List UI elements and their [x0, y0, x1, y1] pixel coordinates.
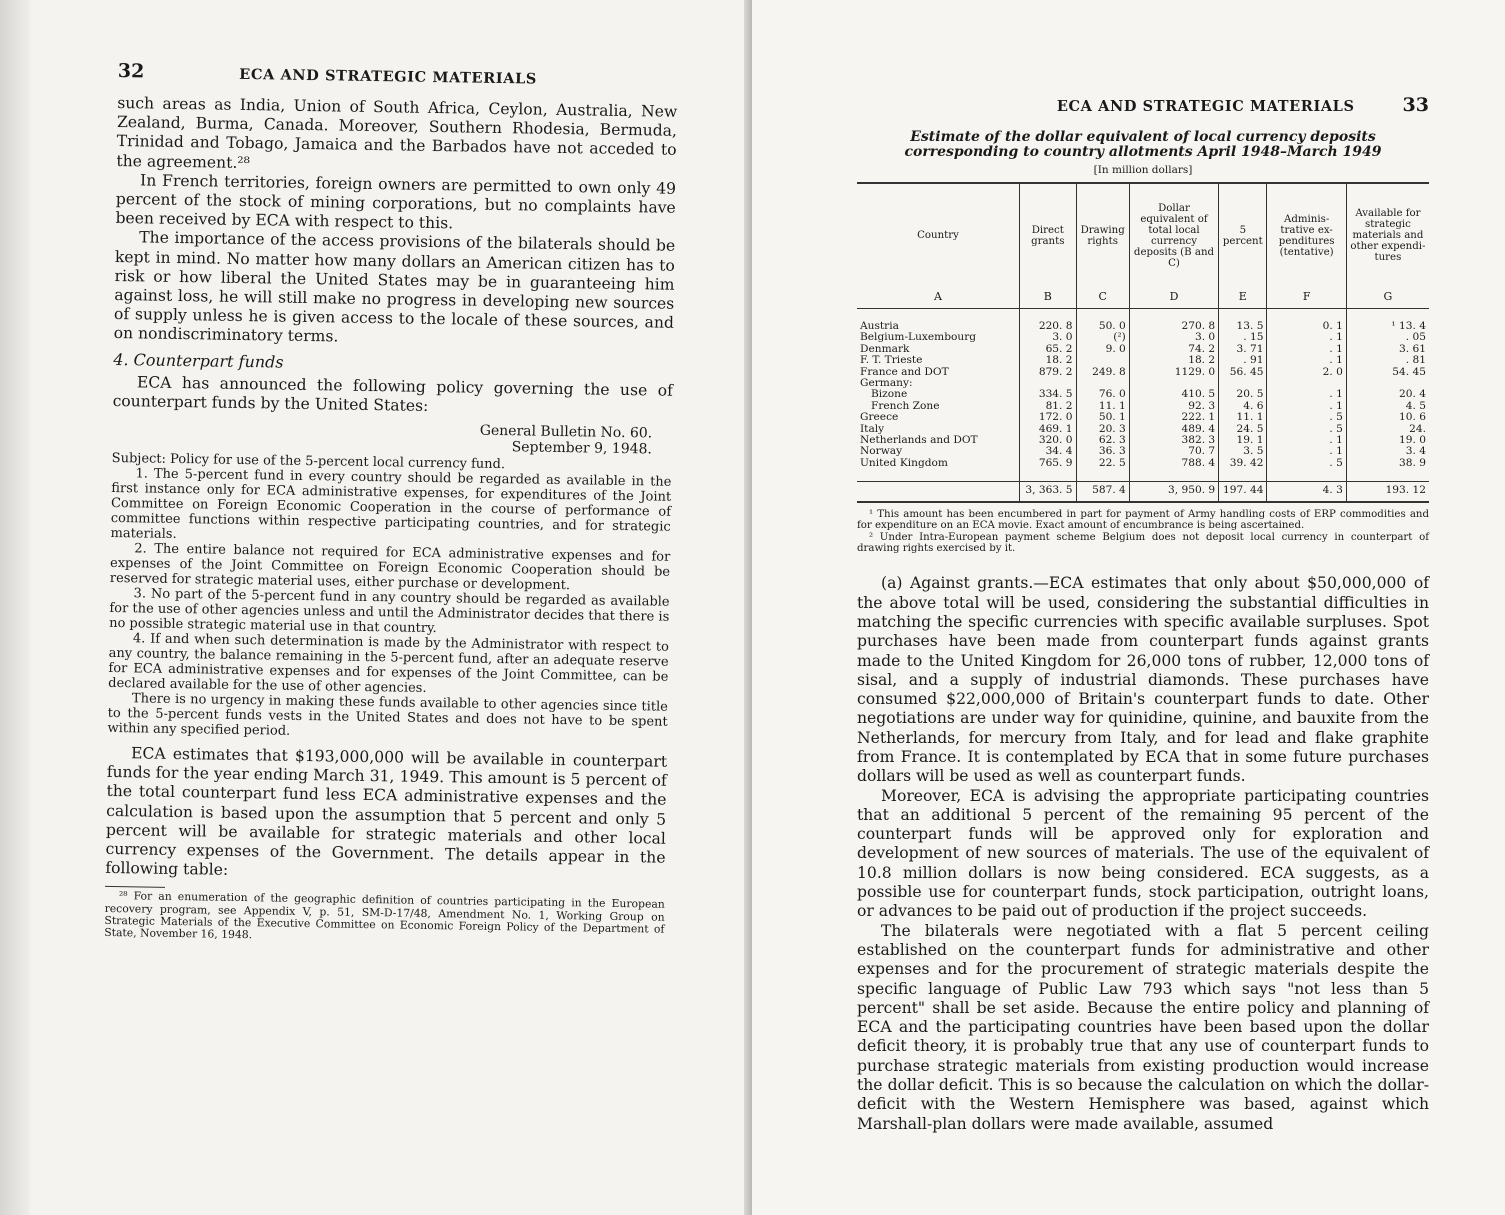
- value-cell: 3. 5: [1219, 446, 1267, 457]
- total-cell: 587. 4: [1076, 482, 1129, 502]
- policy-item: 4. If and when such determination is made by the Administrator with respect to any country, the balance remaining in the 5-percent fund, after an adequate reserve for ECA administrative expenses and for expenses of the Joint Committee, can be declared available for the use of other agencies.: [108, 631, 669, 696]
- right-body-text: [857, 574, 1429, 1134]
- value-cell: 19. 0: [1346, 435, 1429, 446]
- paragraph: ECA estimates that $193,000,000 will be available in counterpart funds for the year ending March 31, 1949. This amount is 5 percent of the total counterpart fund less ECA administrative expenses and the calculation is based upon the assumption that 5 percent and only 5 percent will be available for strategic materials and other local currency expenses of the Government. The details appear in the following table:: [105, 744, 668, 880]
- value-cell: 320. 0: [1020, 435, 1077, 446]
- left-page: [0, 0, 752, 1215]
- right-page-number: 33: [1402, 94, 1429, 116]
- value-cell: 18. 2: [1020, 355, 1077, 366]
- country-cell: Italy: [860, 422, 885, 435]
- country-cell: Belgium-Luxembourg: [860, 331, 977, 344]
- value-cell: 22. 5: [1076, 458, 1129, 469]
- value-cell: 334. 5: [1020, 389, 1077, 400]
- value-cell: . 1: [1267, 344, 1346, 355]
- value-cell: . 1: [1267, 446, 1346, 457]
- policy-item: 1. The 5-percent fund in every country should be regarded as available in the first instance only for ECA administrative expenses, for expenditures of the Joint Committee on Foreign Economic Cooperation in the course of performance of committee functions within respective participating countries, and for strategic materials.: [110, 466, 672, 543]
- value-cell: . 5: [1267, 458, 1346, 469]
- total-cell: 197. 44: [1219, 482, 1267, 502]
- paragraph: The importance of the access provisions of the bilaterals should be kept in mind. No matter how many dollars an American citizen has to risk or how liberal the United States may be in guaranteeing him against loss, he will still make no progress in developing new sources of supply unless he is given access to the locale of these sources, and on nondiscriminatory terms.: [113, 228, 676, 346]
- value-cell: 50. 1: [1076, 412, 1129, 423]
- table-row: [857, 355, 1429, 366]
- total-cell: 3, 950. 9: [1129, 482, 1218, 502]
- value-cell: . 1: [1267, 435, 1346, 446]
- table-row: [857, 378, 1429, 389]
- value-cell: 11. 1: [1076, 401, 1129, 412]
- table-row: [857, 435, 1429, 446]
- value-cell: 24. 5: [1219, 424, 1267, 435]
- value-cell: 382. 3: [1129, 435, 1218, 446]
- value-cell: . 1: [1267, 389, 1346, 400]
- value-cell: 10. 6: [1346, 412, 1429, 423]
- table-row: [857, 332, 1429, 343]
- country-cell: French Zone: [871, 399, 940, 412]
- left-page-header: [118, 60, 678, 91]
- footnote: ²⁸ For an enumeration of the geographic definition of countries participating in the European recovery program, see Appendix V, p. 51, SM-D-17/48, Amendment No. 1, Working Group on Strategic Materials of the Executive Committee on Economic Foreign Policy of the Department of State, November 16, 1948.: [104, 889, 665, 942]
- value-cell: 0. 1: [1267, 321, 1346, 332]
- value-cell: 9. 0: [1076, 344, 1129, 355]
- value-cell: . 1: [1267, 355, 1346, 366]
- bulletin-number: General Bulletin No. 60.: [479, 422, 653, 442]
- table-row: [857, 389, 1429, 400]
- right-page-header: [857, 94, 1429, 116]
- value-cell: 172. 0: [1020, 412, 1077, 423]
- value-cell: 74. 2: [1129, 344, 1218, 355]
- value-cell: 410. 5: [1129, 389, 1218, 400]
- country-cell: France and DOT: [860, 365, 949, 378]
- policy-item: There is no urgency in making these funds available to other agencies since title to the 5-percent funds vests in the United States and does not have to be spent within any specified period.: [107, 691, 669, 739]
- value-cell: 1129. 0: [1129, 367, 1218, 378]
- value-cell: 62. 3: [1076, 435, 1129, 446]
- totals-row: [857, 482, 1429, 502]
- right-running-head: ECA AND STRATEGIC MATERIALS: [1056, 98, 1355, 115]
- table-footnote: ¹ This amount has been encumbered in part for payment of Army handling costs of ERP commodities and for expenditure on an ECA movie. Exact amount of encumbrance is being ascertained.: [857, 508, 1429, 532]
- value-cell: 3. 0: [1020, 332, 1077, 343]
- value-cell: 19. 1: [1219, 435, 1267, 446]
- value-cell: 788. 4: [1129, 458, 1218, 469]
- value-cell: 879. 2: [1020, 367, 1077, 378]
- table-body: [857, 309, 1429, 502]
- value-cell: (²): [1076, 332, 1129, 343]
- table-row: [857, 344, 1429, 355]
- paragraph: In French territories, foreign owners are permitted to own only 49 percent of the stock of mining corporations, but no complaints have been received by ECA with respect to this.: [115, 171, 677, 233]
- value-cell: 3. 71: [1219, 344, 1267, 355]
- value-cell: 56. 45: [1219, 367, 1267, 378]
- col-letter: A: [934, 290, 942, 303]
- value-cell: 34. 4: [1020, 446, 1077, 457]
- value-cell: 2. 0: [1267, 367, 1346, 378]
- value-cell: 39. 42: [1219, 458, 1267, 469]
- value-cell: 11. 1: [1219, 412, 1267, 423]
- paragraph: (a) Against grants.—ECA estimates that only about $50,000,000 of the above total will be used, considering the substantial difficulties in matching the specific currencies with specific available surpluses. Spot purchases have been made from counterpart funds against grants made to the United Kingdom for 26,000 tons of rubber, 12,000 tons of sisal, and a supply of industrial diamonds. These purchases have consumed $22,000,000 of Britain's counterpart funds to date. Other negotiations are under way for quinidine, quinine, and bauxite from the Netherlands, for mercury from Italy, and for lead and flake graphite from France. It is contemplated by ECA that in some future purchases dollars will be used as well as counterpart funds.: [857, 574, 1429, 786]
- left-page-text: [104, 60, 678, 948]
- policy-item: 2. The entire balance not required for ECA administrative expenses and for expenses of the Joint Committee on Foreign Economic Cooperation should be reserved for strategic material uses, either purchase or development.: [109, 541, 671, 594]
- value-cell: . 91: [1219, 355, 1267, 366]
- value-cell: 20. 4: [1346, 389, 1429, 400]
- value-cell: 38. 9: [1346, 458, 1429, 469]
- table-unit: [In million dollars]: [1093, 164, 1193, 176]
- country-cell: Austria: [860, 320, 899, 332]
- value-cell: 4. 6: [1219, 401, 1267, 412]
- col-header: Available for strategic materials and other expendi-tures: [1346, 183, 1429, 287]
- value-cell: 13. 5: [1219, 321, 1267, 332]
- table-row: [857, 412, 1429, 423]
- table-row: [857, 367, 1429, 378]
- value-cell: 50. 0: [1076, 321, 1129, 332]
- value-cell: 270. 8: [1129, 321, 1218, 332]
- value-cell: 489. 4: [1129, 424, 1218, 435]
- total-cell: 193. 12: [1346, 482, 1429, 502]
- value-cell: 20. 5: [1219, 389, 1267, 400]
- value-cell: 76. 0: [1076, 389, 1129, 400]
- value-cell: 81. 2: [1020, 401, 1077, 412]
- value-cell: 249. 8: [1076, 367, 1129, 378]
- paragraph: The bilaterals were negotiated with a flat 5 percent ceiling established on the counterpart funds for administrative and other expenses and for the procurement of strategic materials despite the specific language of Public Law 793 which says "not less than 5 percent" shall be set aside. Because the entire policy and planning of ECA and the participating countries have been based upon the dollar deficit theory, it is probably true that any use of counterpart funds to purchase strategic materials from existing production would increase the dollar deficit. This is so because the calculation on which the dollar-deficit with the Western Hemisphere was based, against which Marshall-plan dollars were made available, assumed: [857, 921, 1429, 1133]
- value-cell: ¹ 13. 4: [1346, 321, 1429, 332]
- col-header: 5 percent: [1219, 183, 1267, 287]
- table-footnote: ² Under Intra-European payment scheme Belgium does not deposit local currency in counterpart of drawing rights exercised by it.: [857, 531, 1429, 554]
- value-cell: 70. 7: [1129, 446, 1218, 457]
- bulletin-subject: Subject: Policy for use of the 5-percent local currency fund.: [111, 450, 506, 473]
- value-cell: 36. 3: [1076, 446, 1129, 457]
- value-cell: . 05: [1346, 332, 1429, 343]
- allotment-table: [857, 182, 1429, 503]
- country-cell: Norway: [860, 445, 903, 458]
- page-edge: [0, 0, 30, 1215]
- table-row: [857, 401, 1429, 412]
- value-cell: 54. 45: [1346, 367, 1429, 378]
- value-cell: 24.: [1346, 424, 1429, 435]
- country-cell: Denmark: [860, 342, 910, 355]
- country-cell: F. T. Trieste: [860, 354, 923, 367]
- col-header: Adminis-trative ex-penditures (tentative): [1267, 183, 1346, 287]
- country-cell: Bizone: [871, 388, 908, 401]
- value-cell: 220. 8: [1020, 321, 1077, 332]
- value-cell: 3. 4: [1346, 446, 1429, 457]
- value-cell: . 15: [1219, 332, 1267, 343]
- paragraph: such areas as India, Union of South Africa, Ceylon, Australia, New Zealand, Burma, Canada. Moreover, Southern Rhodesia, Bermuda, Trinidad and Tobago, Jamaica and the Barbados have not acceded to the agreement.²⁸: [116, 93, 678, 172]
- total-cell: 4. 3: [1267, 482, 1346, 502]
- col-header: Drawing rights: [1076, 183, 1129, 287]
- policy-item: 3. No part of the 5-percent fund in any country should be regarded as available for the use of other agencies unless and until the Administrator decides that there is no possible strategic material use in that country.: [109, 586, 670, 637]
- value-cell: . 5: [1267, 424, 1346, 435]
- value-cell: . 1: [1267, 332, 1346, 343]
- col-letter: B: [1020, 287, 1077, 309]
- value-cell: 222. 1: [1129, 412, 1218, 423]
- total-cell: 3, 363. 5: [1020, 482, 1077, 502]
- col-letter: D: [1129, 287, 1218, 309]
- value-cell: 4. 5: [1346, 401, 1429, 412]
- paragraph: ECA has announced the following policy governing the use of counterpart funds by the United States:: [112, 372, 674, 415]
- table-caption: Estimate of the dollar equivalent of local currency deposits corresponding to country allotments April 1948–March 1949: [904, 129, 1382, 160]
- left-page-number: 32: [117, 60, 145, 83]
- col-header: Dollar equivalent of total local currency deposits (B and C): [1129, 183, 1218, 287]
- right-page-text: [857, 94, 1429, 1134]
- bulletin-date: September 9, 1948.: [511, 439, 653, 458]
- col-letter: C: [1076, 287, 1129, 309]
- value-cell: . 5: [1267, 412, 1346, 423]
- value-cell: 3. 61: [1346, 344, 1429, 355]
- paragraph: Moreover, ECA is advising the appropriate participating countries that an additional 5 percent of the remaining 95 percent of the counterpart funds will be approved only for exploration and development of new sources of materials. The use of the equivalent of 10.8 million dollars is now being considered. ECA suggests, as a possible use for counterpart funds, stock participation, outright loans, or advances to be paid out of production if the project succeeds.: [857, 786, 1429, 921]
- value-cell: 765. 9: [1020, 458, 1077, 469]
- value-cell: . 81: [1346, 355, 1429, 366]
- col-header: Direct grants: [1020, 183, 1077, 287]
- col-letter: E: [1219, 287, 1267, 309]
- section-heading: 4. Counterpart funds: [113, 349, 284, 372]
- footnote-rule: [105, 886, 165, 888]
- value-cell: [1076, 355, 1129, 366]
- right-page: [752, 0, 1505, 1215]
- country-cell: Netherlands and DOT: [860, 434, 978, 447]
- table-row: [857, 458, 1429, 469]
- value-cell: 20. 3: [1076, 424, 1129, 435]
- country-cell: Germany:: [860, 377, 913, 390]
- left-running-head: ECA AND STRATEGIC MATERIALS: [239, 65, 538, 88]
- value-cell: . 1: [1267, 401, 1346, 412]
- value-cell: 18. 2: [1129, 355, 1218, 366]
- value-cell: 92. 3: [1129, 401, 1218, 412]
- value-cell: 65. 2: [1020, 344, 1077, 355]
- country-cell: Greece: [860, 411, 899, 424]
- col-header: Country: [917, 230, 959, 241]
- col-letter: G: [1346, 287, 1429, 309]
- value-cell: 3. 0: [1129, 332, 1218, 343]
- value-cell: 469. 1: [1020, 424, 1077, 435]
- country-cell: United Kingdom: [860, 456, 948, 469]
- col-letter: F: [1267, 287, 1346, 309]
